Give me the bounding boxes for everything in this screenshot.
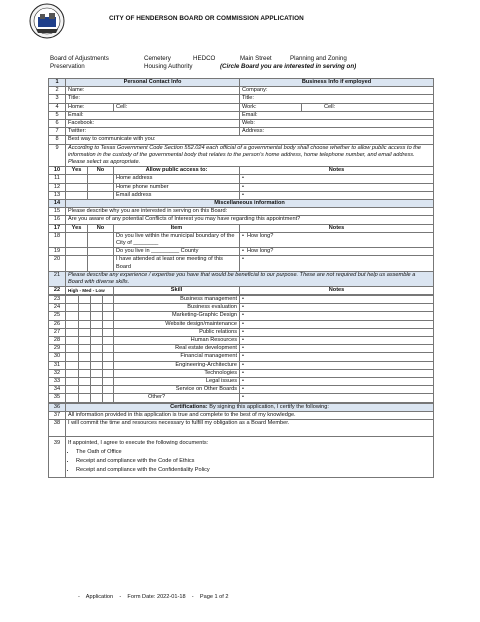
- skill-label: Other?: [114, 394, 240, 402]
- table-row: 30 Financial management •: [49, 353, 434, 361]
- table-row: 22 High - Med - Low Skill Notes: [49, 287, 434, 295]
- list-item: • Receipt and compliance with the Code of Ethics: [76, 457, 431, 466]
- table-row: 17 Yes No Item Notes: [49, 224, 434, 232]
- skill-level-selector[interactable]: [66, 353, 114, 361]
- table-row: 14 Miscellaneous information: [49, 200, 434, 208]
- skill-label: Website design/maintenance: [114, 320, 240, 328]
- skill-level-selector[interactable]: [66, 369, 114, 377]
- notes-field[interactable]: [240, 328, 434, 336]
- table-row: 39 If appointed, I agree to execute the following documents: • The Oath of Office • Receipt and compliance with the Code of Ethics • Receipt and compliance with the Confidentiality Policy: [49, 437, 434, 477]
- list-item: • Receipt and compliance with the Confidentiality Policy: [76, 466, 431, 475]
- table-row: 13 Email address •: [49, 191, 434, 199]
- section-misc-info: Miscellaneous information: [66, 200, 434, 208]
- skill-label: Business evaluation: [114, 304, 240, 312]
- skill-level-selector[interactable]: [66, 296, 114, 304]
- table-row: 7 Twitter: Address:: [49, 128, 434, 136]
- skill-level-selector[interactable]: [66, 361, 114, 369]
- skill-label: Technologies: [114, 369, 240, 377]
- notes-field[interactable]: [240, 378, 434, 386]
- experience-instructions: Please describe any experience / expertise you have that would be beneficial to our purpose. These are not required but help us assemble a Board with diverse skills.: [66, 271, 434, 286]
- table-row: 3 Title: Title:: [49, 95, 434, 103]
- table-row: 38 I will commit the time and resources necessary to fulfill my obligation as a Board Member.: [49, 420, 434, 437]
- skill-level-selector[interactable]: [66, 320, 114, 328]
- list-item: • The Oath of Office: [76, 448, 431, 457]
- notes-field[interactable]: [240, 304, 434, 312]
- no-checkbox[interactable]: [88, 183, 114, 191]
- table-row: 34 Service on Other Boards •: [49, 386, 434, 394]
- notes-field[interactable]: [240, 337, 434, 345]
- privacy-notice: According to Texas Government Code Section 552.024 each official of a governmental body shall choose whether to allow public access to the information in the custody of the governmental body that relates to the person’s home address, home telephone number, and email address. Please select as appropriate.: [66, 144, 434, 167]
- skill-label: Engineering-Architecture: [114, 361, 240, 369]
- table-row: 10 Yes No Allow public access to: Notes: [49, 167, 434, 175]
- notes-field[interactable]: [240, 183, 434, 191]
- table-row: 15 Please describe why you are interested in serving on this Board:: [49, 208, 434, 216]
- skill-label: Real estate development: [114, 345, 240, 353]
- table-row: 11 Home address •: [49, 175, 434, 183]
- table-row: 32 Technologies •: [49, 369, 434, 377]
- no-checkbox[interactable]: [88, 248, 114, 256]
- form-title: CITY OF HENDERSON BOARD OR COMMISSION APPLICATION: [109, 15, 304, 22]
- table-row: 24 Business evaluation •: [49, 304, 434, 312]
- communication-preference-field[interactable]: Best way to communicate with you:: [66, 136, 434, 144]
- cell-phone-field[interactable]: Cell:: [114, 103, 240, 111]
- skill-level-selector[interactable]: [66, 304, 114, 312]
- skills-table: [48, 295, 434, 403]
- skill-level-selector[interactable]: [66, 394, 114, 402]
- skill-label: Human Resources: [114, 337, 240, 345]
- yes-checkbox[interactable]: [66, 232, 88, 247]
- certifications-heading: Certifications:: [170, 404, 208, 410]
- notes-field[interactable]: [240, 369, 434, 377]
- notes-field[interactable]: [240, 353, 434, 361]
- section-personal-contact: Personal Contact Info: [66, 79, 240, 87]
- skill-label: Public relations: [114, 328, 240, 336]
- skill-label: Business management: [114, 296, 240, 304]
- table-row: 36 Certifications: By signing this application, I certify the following:: [49, 404, 434, 412]
- business-title-field[interactable]: Title:: [240, 95, 434, 103]
- address-field[interactable]: Address:: [240, 128, 434, 136]
- table-row: 31 Engineering-Architecture •: [49, 361, 434, 369]
- company-field[interactable]: Company:: [240, 87, 434, 95]
- yes-checkbox[interactable]: [66, 191, 88, 199]
- table-row: 21 Please describe any experience / expertise you have that would be beneficial to our purpose. These are not required but help us assemble a Board with diverse skills.: [49, 271, 434, 286]
- skill-label: Service on Other Boards: [114, 386, 240, 394]
- skill-level-selector[interactable]: [66, 386, 114, 394]
- notes-field[interactable]: [240, 394, 434, 402]
- no-checkbox[interactable]: [88, 175, 114, 183]
- notes-field[interactable]: [240, 361, 434, 369]
- notes-field[interactable]: [240, 296, 434, 304]
- board-option-housing-authority[interactable]: Housing Authority: [144, 63, 193, 70]
- table-row: 4 Home: Cell: Work: Cell:: [49, 103, 434, 111]
- skill-label: Marketing-Graphic Design: [114, 312, 240, 320]
- notes-field[interactable]: [240, 320, 434, 328]
- table-row: 2 Name: Company:: [49, 87, 434, 95]
- board-option-hedco[interactable]: HEDCO: [193, 55, 216, 62]
- title-field[interactable]: Title:: [66, 95, 240, 103]
- table-row: 16 Are you aware of any potential Conflicts of Interest you may have regarding this appointment?: [49, 216, 434, 224]
- work-phone-field[interactable]: Work:: [240, 103, 302, 111]
- application-table: [48, 78, 434, 295]
- board-option-preservation[interactable]: Preservation: [50, 63, 85, 70]
- notes-field[interactable]: [240, 191, 434, 199]
- table-row: 33 Legal issues •: [49, 378, 434, 386]
- board-instruction: (Circle Board you are interested in serving on): [220, 63, 357, 70]
- skill-label: Legal issues: [114, 378, 240, 386]
- table-row: 25 Marketing-Graphic Design •: [49, 312, 434, 320]
- documents-intro: If appointed, I agree to execute the following documents:: [68, 440, 209, 447]
- conflicts-field[interactable]: Are you aware of any potential Conflicts of Interest you may have regarding this appointment?: [66, 216, 434, 224]
- table-row: 5 Email: Email:: [49, 111, 434, 119]
- no-checkbox[interactable]: [88, 256, 114, 271]
- table-row: 19 Do you live in _________ County • How long?: [49, 248, 434, 256]
- table-row: 26 Website design/maintenance •: [49, 320, 434, 328]
- notes-field[interactable]: [240, 175, 434, 183]
- notes-field[interactable]: [240, 312, 434, 320]
- board-option-main-street[interactable]: Main Street: [240, 55, 272, 62]
- yes-checkbox[interactable]: [66, 248, 88, 256]
- table-row: 1 Personal Contact Info Business Info if employed: [49, 79, 434, 87]
- no-checkbox[interactable]: [88, 191, 114, 199]
- board-option-adjustments[interactable]: Board of Adjustments: [50, 55, 109, 62]
- table-row: 20 I have attended at least one meeting of this Board •: [49, 256, 434, 271]
- facebook-field[interactable]: Facebook:: [66, 120, 240, 128]
- table-row: 18 Do you live within the municipal boundary of the City of ________ • How long?: [49, 232, 434, 247]
- notes-field[interactable]: • How long?: [240, 248, 434, 256]
- table-row: 6 Facebook: Web:: [49, 120, 434, 128]
- notes-field[interactable]: [240, 386, 434, 394]
- business-cell-field[interactable]: Cell:: [302, 103, 434, 111]
- table-row: 27 Public relations •: [49, 328, 434, 336]
- interest-reason-field[interactable]: Please describe why you are interested in serving on this Board:: [66, 208, 434, 216]
- yes-checkbox[interactable]: [66, 256, 88, 271]
- table-row: 23 Business management •: [49, 296, 434, 304]
- section-business-info: Business Info if employed: [240, 79, 434, 87]
- yes-checkbox[interactable]: [66, 175, 88, 183]
- skill-level-selector[interactable]: [66, 312, 114, 320]
- table-row: 9 According to Texas Government Code Section 552.024 each official of a governmental body shall choose whether to allow public access to the information in the custody of the governmental body that relates to the person’s home address, home telephone number, and email address. Please select as appropriate.: [49, 144, 434, 167]
- skill-level-selector[interactable]: [66, 337, 114, 345]
- email-field[interactable]: Email:: [66, 111, 240, 119]
- certification-statement: All information provided in this application is true and complete to the best of my knowledge.: [66, 412, 434, 420]
- name-field[interactable]: Name:: [66, 87, 240, 95]
- twitter-field[interactable]: Twitter:: [66, 128, 240, 136]
- city-seal-logo: [29, 3, 65, 39]
- skill-level-selector[interactable]: [66, 328, 114, 336]
- page-footer: - Application - Form Date: 2022-01-18 - Page 1 of 2: [78, 594, 229, 600]
- no-checkbox[interactable]: [88, 232, 114, 247]
- certification-table: [48, 403, 434, 478]
- skill-level-selector[interactable]: [66, 345, 114, 353]
- table-row: 37 All information provided in this application is true and complete to the best of my knowledge.: [49, 412, 434, 420]
- table-row: 35 Other? •: [49, 394, 434, 402]
- skill-label: Financial management: [114, 353, 240, 361]
- table-row: 28 Human Resources •: [49, 337, 434, 345]
- board-option-cemetery[interactable]: Cemetery: [144, 55, 171, 62]
- skill-level-selector[interactable]: [66, 378, 114, 386]
- table-row: 12 Home phone number •: [49, 183, 434, 191]
- business-email-field[interactable]: Email:: [240, 111, 434, 119]
- board-option-planning-zoning[interactable]: Planning and Zoning: [290, 55, 347, 62]
- notes-field[interactable]: [240, 256, 434, 271]
- skill-levels-header: High - Med - Low: [66, 287, 114, 295]
- yes-checkbox[interactable]: [66, 183, 88, 191]
- documents-list: [68, 448, 431, 475]
- home-phone-field[interactable]: Home:: [66, 103, 114, 111]
- table-row: 29 Real estate development •: [49, 345, 434, 353]
- notes-field[interactable]: • How long?: [240, 232, 434, 247]
- table-row: 8 Best way to communicate with you:: [49, 136, 434, 144]
- notes-field[interactable]: [240, 345, 434, 353]
- web-field[interactable]: Web:: [240, 120, 434, 128]
- commitment-statement: I will commit the time and resources necessary to fulfill my obligation as a Board Member.: [66, 420, 434, 437]
